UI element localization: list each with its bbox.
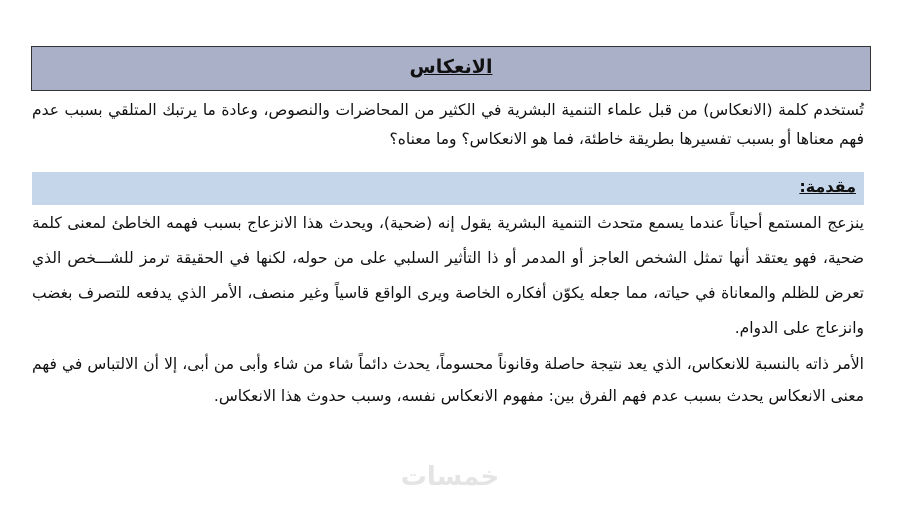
- section-heading-bar: [32, 172, 864, 205]
- watermark-logo: خمسات: [400, 462, 500, 492]
- body-paragraph-2: الأمر ذاته بالنسبة للانعكاس، الذي يعد نتيجة حاصلة وقانوناً محسوماً، يحدث دائماً شاء من شاء وأبى من أبى، إلا أن الالتباس في فهم معنى الانعكاس يحدث بسبب عدم فهم الفرق بين: مفهوم الانعكاس نفسه، وسبب حدوث هذا الانعكاس.: [32, 355, 864, 405]
- intro-paragraph: تُستخدم كلمة (الانعكاس) من قبل علماء التنمية البشرية في الكثير من المحاضرات والنصوص، وعادة ما يرتبك المتلقي بسبب عدم فهم معناها أو بسبب تفسيرها بطريقة خاطئة، فما هو الانعكاس؟ وما معناه؟: [32, 101, 864, 148]
- document-title: الانعكاس: [409, 56, 493, 78]
- body-paragraph-1: ينزعج المستمع أحياناً عندما يسمع متحدث التنمية البشرية يقول إنه (ضحية)، ويحدث هذا الانزعاج بسبب فهمه الخاطئ لمعنى كلمة ضحية، فهو يعتقد أنها تمثل الشخص العاجز أو المدمر أو ذا التأثير السلبي على من حوله، لكنها في الحقيقة ترمز للشـــخص الذي تعرض للظلم والمعاناة في حياته، مما جعله يكوّن أفكاره الخاصة ويرى الواقع قاسياً وغير منصف، الأمر الذي يدفعه للتصرف بغضب وانزعاج على الدوام.: [32, 214, 864, 337]
- section-heading: مقدمة:: [799, 177, 856, 196]
- title-bar: [31, 46, 871, 91]
